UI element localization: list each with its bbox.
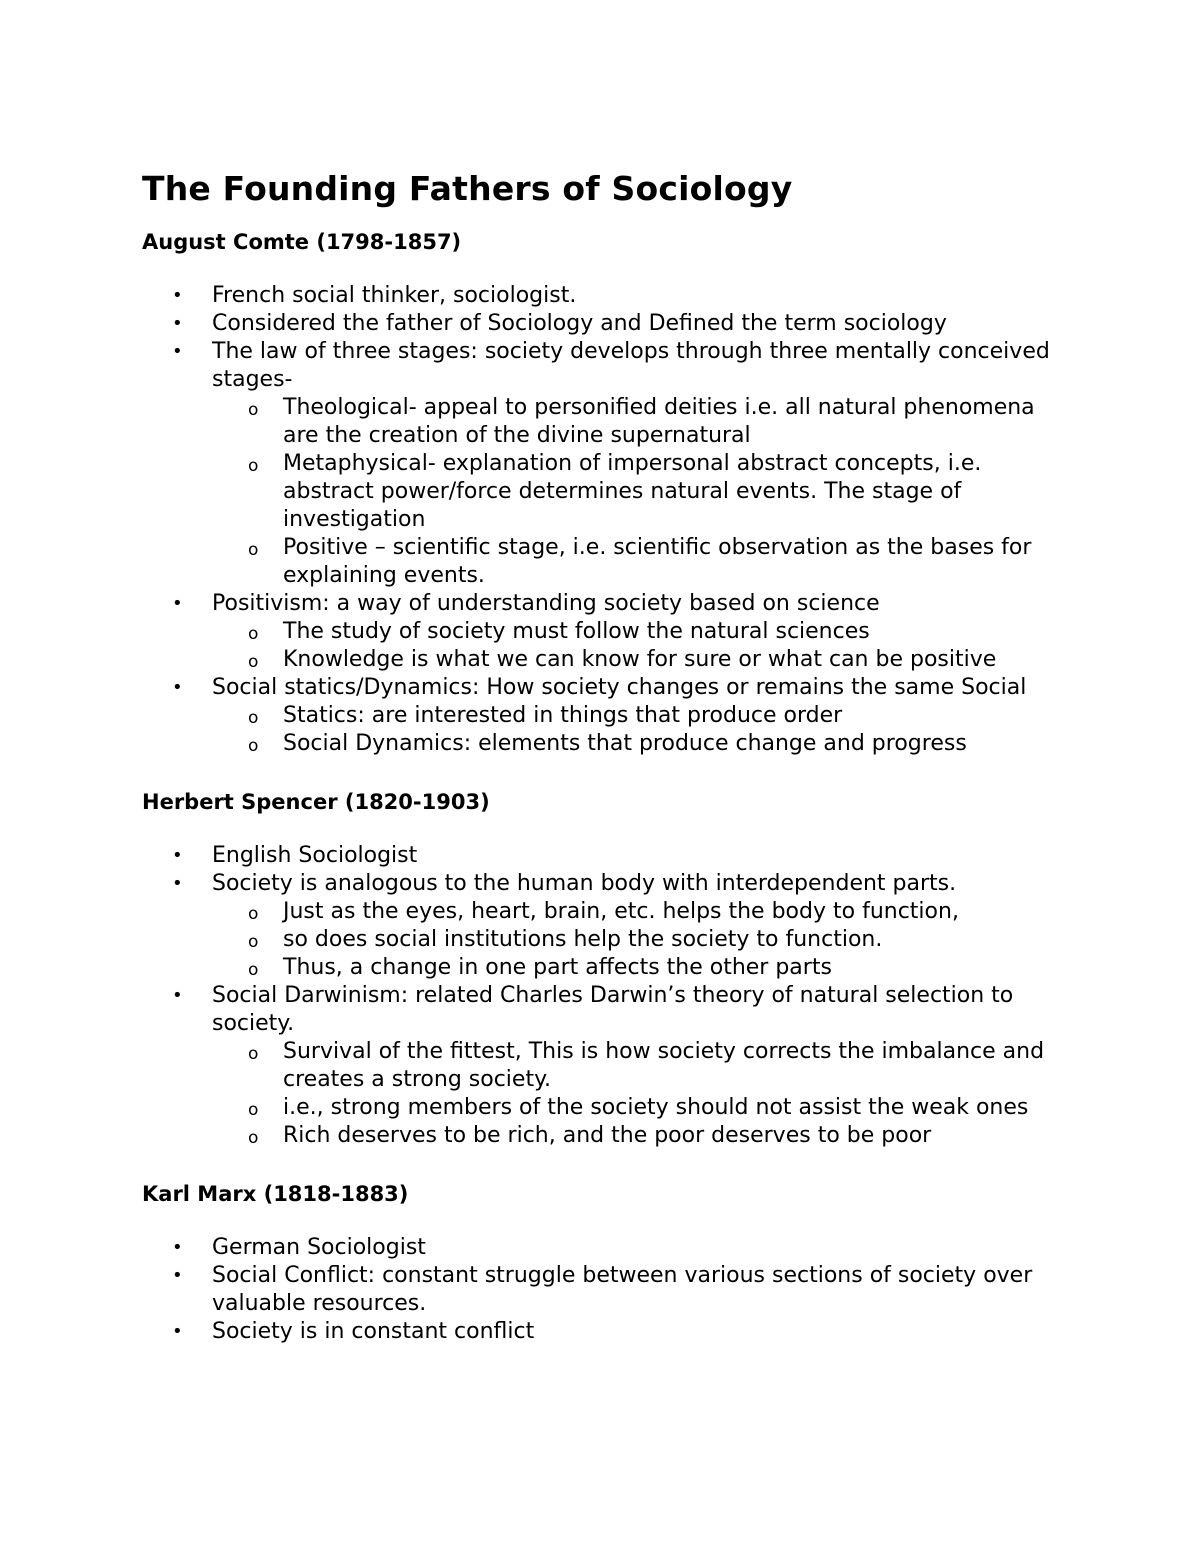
list-item-text: German Sociologist [212, 1235, 426, 1260]
circle-bullet-icon: o [248, 960, 259, 980]
circle-bullet-icon: o [248, 904, 259, 924]
circle-bullet-icon: o [248, 1100, 259, 1120]
sub-list-item-text: Metaphysical- explanation of impersonal abstract concepts, i.e. abstract power/force determines natural events. The stage of investigation [283, 451, 982, 532]
bullet-icon: • [172, 593, 183, 614]
sub-list-item [212, 618, 1072, 646]
section-heading: Karl Marx (1818-1883) [142, 1182, 409, 1206]
sub-list-item [212, 1122, 1072, 1150]
section-heading: August Comte (1798-1857) [142, 230, 462, 254]
list-item [142, 1318, 1072, 1346]
page-title: The Founding Fathers of Sociology [142, 169, 793, 208]
bullet-icon: • [172, 1321, 183, 1342]
bullet-list [142, 1234, 1072, 1346]
section [142, 1180, 1072, 1346]
sub-bullet-list [212, 618, 1072, 674]
sub-list-item-text: Statics: are interested in things that produce order [283, 703, 843, 728]
sub-list-item [212, 534, 1072, 590]
sub-bullet-list [212, 1038, 1072, 1150]
list-item [142, 310, 1072, 338]
list-item [142, 338, 1072, 590]
sub-list-item [212, 646, 1072, 674]
list-item-text: Social Darwinism: related Charles Darwin’s theory of natural selection to society. [212, 983, 1014, 1036]
sub-list-item-text: i.e., strong members of the society should not assist the weak ones [283, 1095, 1029, 1120]
bullet-icon: • [172, 985, 183, 1006]
list-item-text: Society is in constant conflict [212, 1319, 535, 1344]
bullet-icon: • [172, 1265, 183, 1286]
sub-list-item [212, 926, 1072, 954]
sub-list-item [212, 898, 1072, 926]
circle-bullet-icon: o [248, 708, 259, 728]
sub-list-item [212, 702, 1072, 730]
list-item-text: Social statics/Dynamics: How society changes or remains the same Social [212, 675, 1027, 700]
sub-list-item [212, 730, 1072, 758]
sub-list-item-text: Theological- appeal to personified deities i.e. all natural phenomena are the creation of the divine supernatural [283, 395, 1035, 448]
sub-list-item-text: Rich deserves to be rich, and the poor deserves to be poor [283, 1123, 932, 1148]
list-item [142, 1234, 1072, 1262]
list-item-text: The law of three stages: society develops through three mentally conceived stages- [212, 339, 1050, 392]
list-item-text: Positivism: a way of understanding society based on science [212, 591, 880, 616]
sub-list-item-text: so does social institutions help the society to function. [283, 927, 883, 952]
sub-list-item [212, 1094, 1072, 1122]
sub-list-item-text: Positive – scientific stage, i.e. scientific observation as the bases for explaining events. [283, 535, 1032, 588]
sub-bullet-list [212, 898, 1072, 982]
circle-bullet-icon: o [248, 1128, 259, 1148]
bullet-list [142, 842, 1072, 1150]
section [142, 788, 1072, 1150]
sub-list-item-text: Knowledge is what we can know for sure or what can be positive [283, 647, 997, 672]
sub-list-item-text: Thus, a change in one part affects the other parts [283, 955, 832, 980]
list-item-text: Society is analogous to the human body with interdependent parts. [212, 871, 957, 896]
list-item [142, 674, 1072, 758]
circle-bullet-icon: o [248, 932, 259, 952]
bullet-icon: • [172, 341, 183, 362]
list-item-text: French social thinker, sociologist. [212, 283, 577, 308]
list-item [142, 870, 1072, 982]
list-item [142, 590, 1072, 674]
list-item-text: Considered the father of Sociology and Defined the term sociology [212, 311, 947, 336]
sub-list-item-text: Social Dynamics: elements that produce change and progress [283, 731, 967, 756]
bullet-icon: • [172, 313, 183, 334]
sub-bullet-list [212, 702, 1072, 758]
sub-list-item [212, 394, 1072, 450]
circle-bullet-icon: o [248, 400, 259, 420]
sub-list-item-text: The study of society must follow the natural sciences [283, 619, 870, 644]
section-heading: Herbert Spencer (1820-1903) [142, 790, 490, 814]
sub-list-item [212, 450, 1072, 534]
bullet-list [142, 282, 1072, 758]
list-item [142, 842, 1072, 870]
list-item [142, 282, 1072, 310]
list-item [142, 982, 1072, 1150]
list-item-text: English Sociologist [212, 843, 418, 868]
bullet-icon: • [172, 677, 183, 698]
circle-bullet-icon: o [248, 652, 259, 672]
sub-list-item [212, 954, 1072, 982]
circle-bullet-icon: o [248, 456, 259, 476]
circle-bullet-icon: o [248, 624, 259, 644]
circle-bullet-icon: o [248, 540, 259, 560]
bullet-icon: • [172, 285, 183, 306]
circle-bullet-icon: o [248, 1044, 259, 1064]
sections-container [142, 228, 1072, 1346]
section [142, 228, 1072, 758]
bullet-icon: • [172, 873, 183, 894]
list-item-text: Social Conflict: constant struggle between various sections of society over valuable resources. [212, 1263, 1033, 1316]
sub-bullet-list [212, 394, 1072, 590]
list-item [142, 1262, 1072, 1318]
bullet-icon: • [172, 1237, 183, 1258]
sub-list-item-text: Survival of the fittest, This is how society corrects the imbalance and creates a strong society. [283, 1039, 1045, 1092]
circle-bullet-icon: o [248, 736, 259, 756]
sub-list-item [212, 1038, 1072, 1094]
bullet-icon: • [172, 845, 183, 866]
sub-list-item-text: Just as the eyes, heart, brain, etc. helps the body to function, [283, 899, 959, 924]
document-page [142, 168, 1072, 1376]
